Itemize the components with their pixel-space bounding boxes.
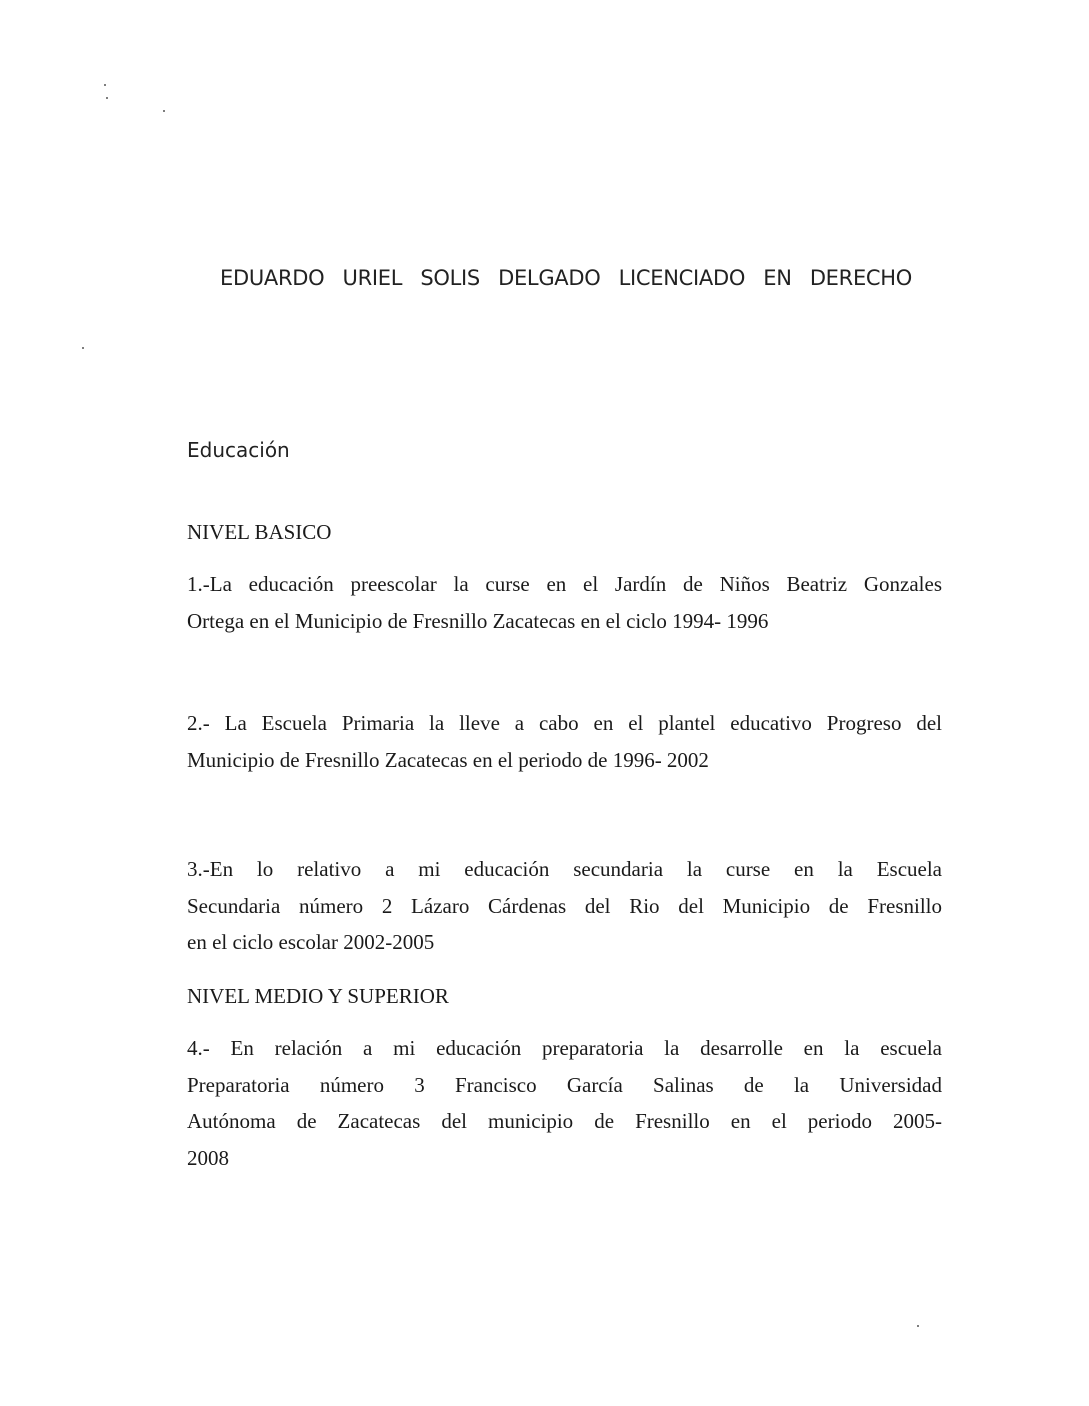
scan-speck [82,347,84,349]
paragraph-line: Municipio de Fresnillo Zacatecas en el periodo de 1996- 2002 [187,747,709,772]
paragraph-secundaria [187,851,942,961]
document-title: EDUARDO URIEL SOLIS DELGADO LICENCIADO EN DERECHO [220,266,912,290]
subheading-nivel-basico: NIVEL BASICO [187,520,332,544]
section-heading-education: Educación [187,438,290,462]
paragraph-line: 3.-En lo relativo a mi educación secundaria la curse en la Escuela [187,857,942,881]
paragraph-line: Preparatoria número 3 Francisco García Salinas de la Universidad [187,1072,942,1097]
paragraph-line: 2008 [187,1145,229,1170]
paragraph-line: 4.- En relación a mi educación preparatoria la desarrolle en la escuela [187,1036,942,1060]
paragraph-line: Ortega en el Municipio de Fresnillo Zacatecas en el ciclo 1994- 1996 [187,608,769,633]
paragraph-primaria [187,705,942,778]
paragraph-line: en el ciclo escolar 2002-2005 [187,930,435,954]
subheading-nivel-medio: NIVEL MEDIO Y SUPERIOR [187,984,449,1008]
scan-speck [917,1325,919,1327]
paragraph-line: Autónoma de Zacatecas del municipio de Fresnillo en el periodo 2005- [187,1109,942,1133]
paragraph-line: Secundaria número 2 Lázaro Cárdenas del Rio del Municipio de Fresnillo [187,893,942,918]
scan-speck [104,84,106,86]
paragraph-preparatoria [187,1030,942,1176]
paragraph-preescolar [187,566,942,639]
paragraph-line: 2.- La Escuela Primaria la lleve a cabo en el plantel educativo Progreso del [187,711,942,735]
paragraph-line: 1.-La educación preescolar la curse en el Jardín de Niños Beatriz Gonzales [187,572,942,596]
scan-speck [106,97,108,99]
scan-speck [163,110,165,112]
